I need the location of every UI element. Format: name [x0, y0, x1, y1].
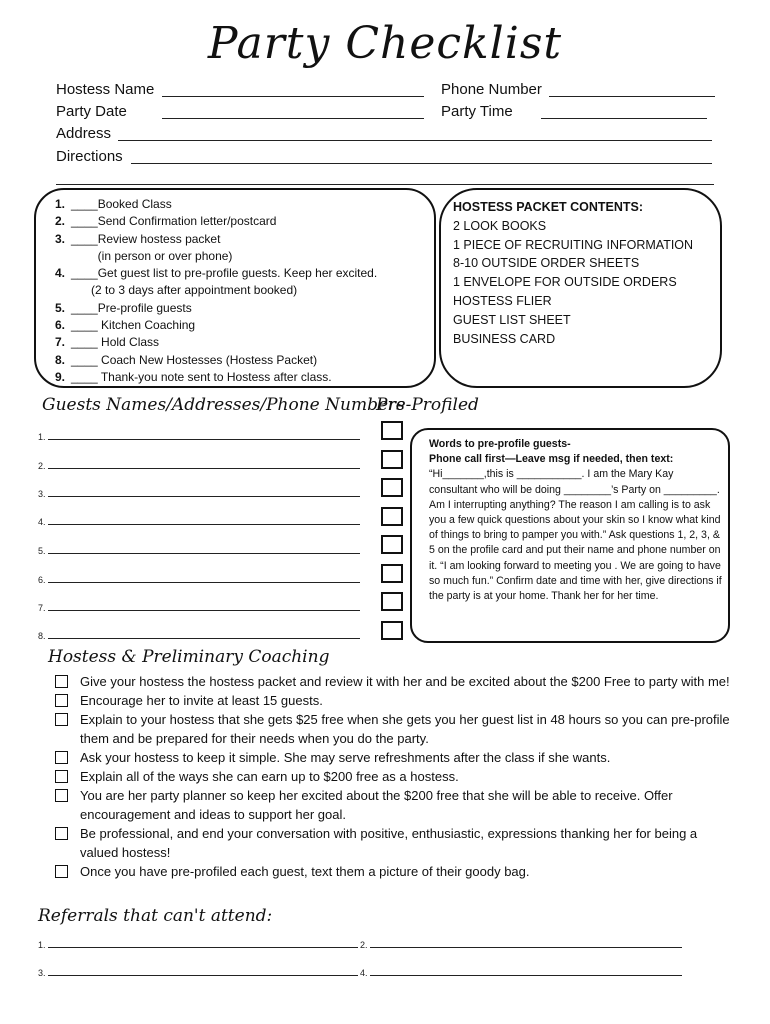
checklist-item: 5. ____Pre-profile guests: [55, 300, 192, 315]
checklist-item: (in person or over phone): [71, 248, 233, 263]
guests-heading: Guests Names/Addresses/Phone Numbers: [42, 395, 405, 415]
checklist-item: 7. ____ Hold Class: [55, 335, 160, 350]
packet-item: 1 ENVELOPE FOR OUTSIDE ORDERS: [453, 275, 677, 290]
packet-heading: HOSTESS PACKET CONTENTS:: [453, 200, 644, 214]
guest-line[interactable]: 8.: [38, 631, 360, 641]
preprofiled-checkbox[interactable]: [381, 564, 403, 583]
directions-field[interactable]: [131, 163, 712, 164]
checklist-item: 2. ____Send Confirmation letter/postcard: [55, 214, 277, 229]
coaching-item: You are her party planner so keep her excited about the $200 free that she will be able to receive. Offer encouragement and ideas to support her goal.: [55, 786, 735, 824]
coaching-item: Be professional, and end your conversation with positive, enthusiastic, expressions thanking her for being a valued hostess!: [55, 824, 735, 862]
preprofiled-heading: Pre-Profiled: [376, 395, 479, 415]
coaching-list: [55, 672, 735, 881]
guest-line[interactable]: 2.: [38, 461, 360, 471]
guest-line[interactable]: 7.: [38, 603, 360, 613]
party-time-label: Party Time: [441, 103, 513, 120]
coaching-checkbox[interactable]: [55, 694, 68, 707]
referral-line[interactable]: 4.: [360, 968, 682, 978]
preprofiled-checkbox[interactable]: [381, 592, 403, 611]
coaching-item: Explain to your hostess that she gets $25 free when she gets you her guest list in 48 hours so you can pre-profile them and be prepared for their needs when you do the party.: [55, 710, 735, 748]
packet-item: 1 PIECE OF RECRUITING INFORMATION: [453, 237, 694, 252]
address-label: Address: [56, 125, 112, 142]
coaching-item: Encourage her to invite at least 15 guests.: [55, 691, 735, 710]
checklist-item: (2 to 3 days after appointment booked): [71, 283, 298, 298]
coaching-checkbox[interactable]: [55, 675, 68, 688]
guest-line[interactable]: 4.: [38, 517, 360, 527]
coaching-item: Once you have pre-profiled each guest, text them a picture of their goody bag.: [55, 862, 735, 881]
packet-item: BUSINESS CARD: [453, 331, 556, 346]
checklist-item: 1. ____Booked Class: [55, 197, 172, 211]
checklist-item: 9. ____ Thank-you note sent to Hostess after class.: [55, 369, 332, 384]
preprofiled-checkbox[interactable]: [381, 478, 403, 497]
guest-line[interactable]: 1.: [38, 432, 360, 442]
checklist-item: 8. ____ Coach New Hostesses (Hostess Packet): [55, 352, 318, 367]
packet-item: GUEST LIST SHEET: [453, 312, 571, 327]
checklist: [55, 196, 377, 386]
party-date-field[interactable]: [162, 118, 424, 119]
coaching-checkbox[interactable]: [55, 713, 68, 726]
preprofile-script-heading: Words to pre-profile guests-: [429, 438, 571, 450]
directions-label: Directions: [56, 148, 123, 165]
coaching-checkbox[interactable]: [55, 770, 68, 783]
preprofiled-checkbox[interactable]: [381, 507, 403, 526]
phone-number-label: Phone Number: [441, 81, 542, 98]
packet-item: 8-10 OUTSIDE ORDER SHEETS: [453, 256, 640, 271]
party-time-field[interactable]: [541, 118, 707, 119]
directions-field-2[interactable]: [56, 184, 714, 185]
preprofile-script-body: “Hi_______,this is ___________. I am the Mary Kay consultant who will be doing ________’s Party on _________. Am I interrupting anything? The reason I am calling is to ask you a few quick questions about your skin so I know what kind of things to bring to pamper you with.” Ask questions 1, 2, 3, & 5 on the profile card and put their name and phone number on it. “I am looking forward to meeting you . We are going to have so much fun.” Confirm date and time with her, give directions if the party is at your home. Thank her for her time.: [429, 468, 722, 603]
coaching-heading: Hostess & Preliminary Coaching: [48, 647, 330, 667]
coaching-checkbox[interactable]: [55, 865, 68, 878]
hostess-name-field[interactable]: [162, 96, 424, 97]
hostess-name-label: Hostess Name: [56, 81, 155, 98]
packet-item: 2 LOOK BOOKS: [453, 218, 547, 233]
preprofiled-checkbox[interactable]: [381, 535, 403, 554]
referral-line[interactable]: 3.: [38, 968, 358, 978]
referrals-heading: Referrals that can't attend:: [38, 906, 273, 926]
preprofile-script-subheading: Phone call first—Leave msg if needed, then text:: [429, 453, 674, 466]
packet-item: HOSTESS FLIER: [453, 293, 552, 308]
packet-contents: [453, 198, 693, 348]
page-title: Party Checklist: [207, 18, 563, 69]
preprofiled-checkbox[interactable]: [381, 621, 403, 640]
party-date-label: Party Date: [56, 103, 127, 120]
guest-line[interactable]: 5.: [38, 546, 360, 556]
referral-line[interactable]: 2.: [360, 940, 682, 950]
preprofiled-checkbox[interactable]: [381, 421, 403, 440]
coaching-checkbox[interactable]: [55, 789, 68, 802]
coaching-item: Explain all of the ways she can earn up to $200 free as a hostess.: [55, 767, 735, 786]
checklist-item: 4. ____Get guest list to pre-profile guests. Keep her excited.: [55, 266, 378, 281]
preprofile-script-box: [410, 428, 730, 643]
address-field[interactable]: [118, 140, 712, 141]
checklist-item: 6. ____ Kitchen Coaching: [55, 318, 196, 333]
coaching-checkbox[interactable]: [55, 827, 68, 840]
preprofiled-checkbox[interactable]: [381, 450, 403, 469]
guest-line[interactable]: 3.: [38, 489, 360, 499]
coaching-item: Give your hostess the hostess packet and review it with her and be excited about the $200 Free to party with me!: [55, 672, 735, 691]
coaching-checkbox[interactable]: [55, 751, 68, 764]
phone-number-field[interactable]: [549, 96, 715, 97]
referral-line[interactable]: 1.: [38, 940, 358, 950]
coaching-item: Ask your hostess to keep it simple. She may serve refreshments after the class if she wants.: [55, 748, 735, 767]
guest-line[interactable]: 6.: [38, 575, 360, 585]
checklist-item: 3. ____Review hostess packet: [55, 231, 221, 246]
